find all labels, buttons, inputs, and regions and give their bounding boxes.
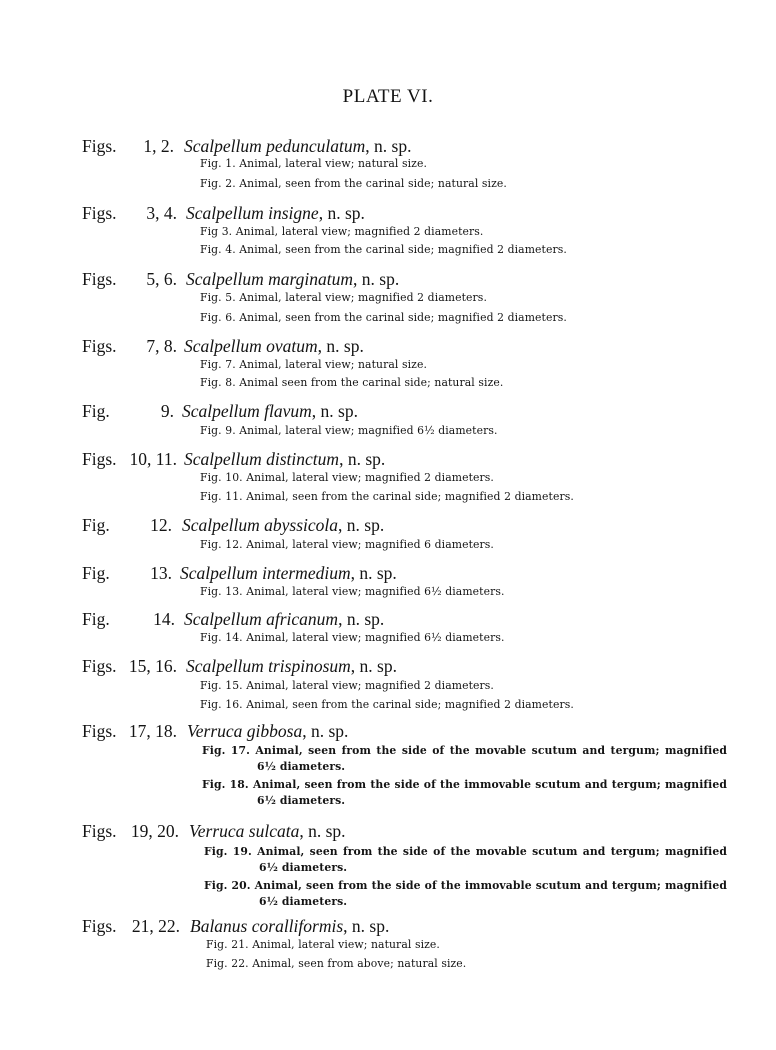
figure-caption-text: Animal, seen from the side of the movable scutum and tergum; magnified 6½ diameters. — [251, 845, 728, 874]
species-heading — [186, 203, 365, 224]
figure-caption: Fig. 4. Animal, seen from the carinal side; magnified 2 diameters. — [200, 243, 567, 256]
figure-caption: Fig. 14. Animal, lateral view; magnified 6½ diameters. — [200, 631, 505, 644]
figure-numbers: 14. — [153, 609, 175, 629]
species-name: Scalpellum distinctum — [184, 449, 340, 469]
figs-label: Fig. — [82, 401, 110, 421]
figure-numbers: 13. — [150, 563, 172, 583]
species-suffix: , n. sp. — [317, 336, 364, 356]
figure-caption: Fig. 8. Animal seen from the carinal side; natural size. — [200, 376, 504, 389]
species-suffix: , n. sp. — [311, 401, 358, 421]
species-heading — [187, 721, 348, 742]
species-heading — [186, 269, 399, 290]
figure-caption: Fig. 21. Animal, lateral view; natural size. — [206, 938, 440, 951]
species-name: Scalpellum africanum — [184, 609, 339, 629]
figure-numbers: 15, 16. — [128, 656, 177, 676]
figure-caption: Fig. 7. Animal, lateral view; natural size. — [200, 358, 427, 371]
species-name: Scalpellum abyssicola — [182, 515, 339, 535]
species-name: Verruca sulcata — [189, 821, 300, 841]
figs-label: Figs. — [82, 336, 117, 356]
figure-label: Fig. 19. — [204, 845, 252, 858]
figure-caption-text: Animal, seen from the side of the immovable scutum and tergum; magnified 6½ diameters. — [248, 778, 728, 807]
species-suffix: , n. sp. — [353, 269, 400, 289]
species-name: Scalpellum ovatum — [184, 336, 318, 356]
figure-caption — [204, 878, 727, 910]
species-heading — [184, 449, 385, 470]
figs-label: Fig. — [82, 563, 110, 583]
figure-caption: Fig. 13. Animal, lateral view; magnified 6½ diameters. — [200, 585, 505, 598]
figure-numbers: 19, 20. — [130, 821, 179, 841]
figure-caption: Fig. 12. Animal, lateral view; magnified 6 diameters. — [200, 538, 494, 551]
species-suffix: , n. sp. — [343, 916, 390, 936]
figure-numbers: 10, 11. — [129, 449, 177, 469]
species-heading — [184, 609, 384, 630]
figure-caption: Fig. 22. Animal, seen from above; natural size. — [206, 957, 467, 970]
figure-caption: Fig. 9. Animal, lateral view; magnified 6½ diameters. — [200, 424, 498, 437]
species-name: Scalpellum marginatum — [186, 269, 354, 289]
figure-numbers: 5, 6. — [146, 269, 177, 289]
figs-label: Figs. — [82, 203, 117, 223]
species-name: Scalpellum insigne — [186, 203, 319, 223]
species-name: Balanus coralliformis — [190, 916, 344, 936]
species-heading — [190, 916, 389, 937]
species-heading — [182, 401, 358, 422]
figs-label: Figs. — [82, 721, 117, 741]
species-suffix: , n. sp. — [302, 721, 349, 741]
figs-label: Fig. — [82, 515, 110, 535]
figs-label: Figs. — [82, 656, 117, 676]
species-heading — [189, 821, 346, 842]
figure-caption: Fig. 16. Animal, seen from the carinal side; magnified 2 diameters. — [200, 698, 574, 711]
species-name: Scalpellum trispinosum — [186, 656, 351, 676]
figure-caption: Fig. 11. Animal, seen from the carinal side; magnified 2 diameters. — [200, 490, 574, 503]
figure-caption — [202, 743, 727, 775]
figure-caption: Fig. 5. Animal, lateral view; magnified 2 diameters. — [200, 291, 487, 304]
species-heading — [182, 515, 384, 536]
species-suffix: , n. sp. — [339, 449, 386, 469]
figs-label: Figs. — [82, 269, 117, 289]
figure-caption: Fig 3. Animal, lateral view; magnified 2 diameters. — [200, 225, 484, 238]
figure-numbers: 1, 2. — [143, 136, 174, 156]
figure-label: Fig. 20. — [204, 879, 251, 892]
figure-caption: Fig. 6. Animal, seen from the carinal side; magnified 2 diameters. — [200, 311, 567, 324]
figure-numbers: 21, 22. — [131, 916, 180, 936]
species-heading — [184, 336, 364, 357]
species-heading — [180, 563, 397, 584]
figure-numbers: 9. — [160, 401, 174, 421]
species-name: Scalpellum pedunculatum — [184, 136, 366, 156]
figure-caption: Fig. 1. Animal, lateral view; natural size. — [200, 157, 427, 170]
figure-caption: Fig. 2. Animal, seen from the carinal side; natural size. — [200, 177, 507, 190]
species-suffix: , n. sp. — [350, 656, 397, 676]
species-suffix: , n. sp. — [318, 203, 365, 223]
page-title: PLATE VI. — [342, 86, 434, 107]
figure-label: Fig. 18. — [202, 778, 249, 791]
figs-label: Figs. — [82, 136, 117, 156]
species-name: Verruca gibbosa — [187, 721, 303, 741]
figure-numbers: 12. — [150, 515, 172, 535]
species-suffix: , n. sp. — [338, 515, 385, 535]
figure-caption: Fig. 10. Animal, lateral view; magnified 2 diameters. — [200, 471, 494, 484]
species-heading — [184, 136, 411, 157]
figure-caption — [202, 777, 727, 809]
species-suffix: , n. sp. — [338, 609, 385, 629]
figure-caption-text: Animal, seen from the side of the immovable scutum and tergum; magnified 6½ diameters. — [250, 879, 727, 908]
species-name: Scalpellum intermedium — [180, 563, 351, 583]
figure-numbers: 17, 18. — [128, 721, 177, 741]
figs-label: Figs. — [82, 449, 117, 469]
figure-numbers: 7, 8. — [146, 336, 177, 356]
figure-caption-text: Animal, seen from the side of the movable scutum and tergum; magnified 6½ diameters. — [249, 744, 728, 773]
species-name: Scalpellum flavum — [182, 401, 312, 421]
species-suffix: , n. sp. — [350, 563, 397, 583]
species-suffix: , n. sp. — [299, 821, 346, 841]
figs-label: Figs. — [82, 821, 117, 841]
figs-label: Fig. — [82, 609, 110, 629]
figure-label: Fig. 17. — [202, 744, 250, 757]
figure-caption: Fig. 15. Animal, lateral view; magnified 2 diameters. — [200, 679, 494, 692]
figure-caption — [204, 844, 727, 876]
species-suffix: , n. sp. — [365, 136, 412, 156]
figure-numbers: 3, 4. — [146, 203, 177, 223]
figs-label: Figs. — [82, 916, 117, 936]
species-heading — [186, 656, 397, 677]
